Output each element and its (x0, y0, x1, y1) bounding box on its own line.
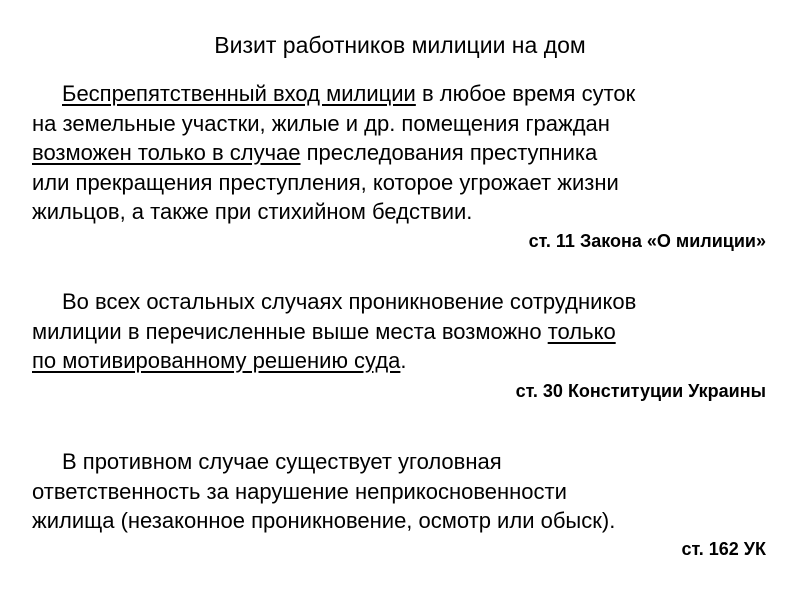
paragraph-line: жильцов, а также при стихийном бедствии. (32, 199, 473, 224)
paragraph-line (32, 346, 772, 376)
constitution-reference: ст. 30 Конституции Украины (515, 381, 766, 401)
underlined-text: Беспрепятственный вход милиции (62, 81, 416, 106)
page-title: Визит работников милиции на дом (214, 32, 586, 58)
underlined-text: возможен только в случае (32, 140, 301, 165)
criminal-code-reference: ст. 162 УК (681, 539, 766, 559)
paragraph-line: жилища (незаконное проникновение, осмотр или обыск). (32, 508, 616, 533)
paragraph-line (32, 138, 772, 168)
paragraph-line: Во всех остальных случаях проникновение сотрудников (62, 289, 637, 314)
paragraph-court-decision (32, 287, 772, 376)
underlined-text: только (547, 318, 616, 344)
text-fragment: милиции в перечисленные выше места возможно (32, 318, 548, 344)
underlined-text: по мотивированному решению суда (32, 348, 401, 373)
paragraph-police-entry (32, 79, 772, 227)
text-fragment: преследования преступника (300, 140, 598, 165)
paragraph-line: В противном случае существует уголовная (62, 449, 502, 474)
paragraph-line (32, 79, 772, 109)
text-fragment: в любое время суток (415, 81, 636, 106)
paragraph-line: или прекращения преступления, которое угрожает жизни (32, 169, 619, 195)
paragraph-line (32, 317, 772, 347)
law-reference: ст. 11 Закона «О милиции» (528, 231, 766, 251)
paragraph-line: на земельные участки, жилые и др. помещения граждан (32, 110, 610, 136)
paragraph-criminal-liability (32, 447, 772, 536)
text-fragment: . (400, 348, 407, 373)
paragraph-line: ответственность за нарушение неприкосновенности (32, 478, 567, 504)
